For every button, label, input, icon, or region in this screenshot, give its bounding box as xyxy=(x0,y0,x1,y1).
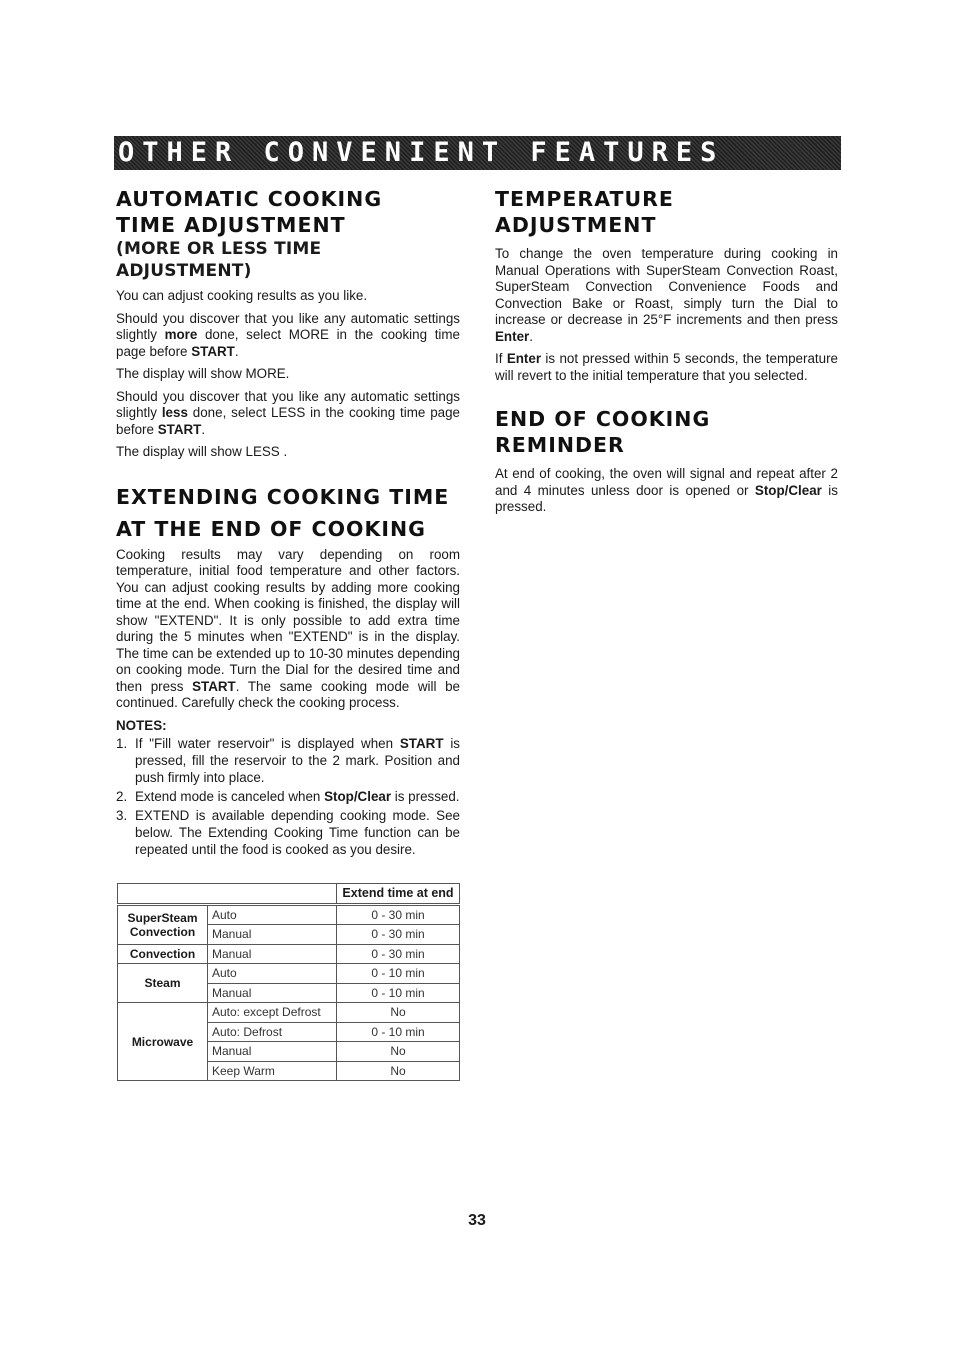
note-item: 3. EXTEND is available depending cooking mode. See below. The Extending Cooking Time function can be repeated until the food is cooked as you desire. xyxy=(116,807,460,857)
page-number: 33 xyxy=(468,1212,486,1229)
temp-adjust-heading xyxy=(495,186,838,238)
table-row xyxy=(118,1003,460,1023)
table-row xyxy=(118,944,460,964)
table-cell-extend: 0 - 30 min xyxy=(337,925,460,945)
auto-adjust-intro: You can adjust cooking results as you like. xyxy=(116,288,368,303)
auto-adjust-more-paragraph: Should you discover that you like any automatic settings slightly more done, select MORE in the cooking time page before START. xyxy=(116,310,460,359)
extend-heading xyxy=(116,481,460,545)
temperature-adjustment xyxy=(495,186,838,384)
table-cell-mode: Manual xyxy=(208,1042,337,1062)
table-cell-category: Convection xyxy=(118,944,208,964)
extend-time-table xyxy=(117,883,460,1081)
right-column xyxy=(495,186,838,522)
table-cell-extend: No xyxy=(337,1003,460,1023)
reminder-paragraph: At end of cooking, the oven will signal and repeat after 2 and 4 minutes unless door is opened or Stop/Clear is pressed. xyxy=(495,466,838,514)
section-banner: OTHER CONVENIENT FEATURES xyxy=(114,136,841,170)
reminder-heading xyxy=(495,406,838,458)
table-cell-mode: Auto xyxy=(208,964,337,984)
table-cell-category: Microwave xyxy=(118,1003,208,1081)
auto-adjust-heading-line1: AUTOMATIC COOKING xyxy=(116,187,383,211)
extending-cooking-time xyxy=(116,481,460,858)
table-cell-mode: Manual xyxy=(208,983,337,1003)
table-cell-extend: 0 - 10 min xyxy=(337,1022,460,1042)
table-cell-mode: Manual xyxy=(208,925,337,945)
left-column xyxy=(116,186,460,860)
table-cell-mode: Auto: except Defrost xyxy=(208,1003,337,1023)
automatic-cooking-time-adjustment xyxy=(116,186,460,461)
extend-body: Cooking results may vary depending on room temperature, initial food temperature and other factors. You can adjust cooking results by adding more cooking time at the end. When cooking is finished, the display will show "EXTEND". It is only possible to add extra time during the 5 minutes when "EXTEND" is in the display. The time can be extended up to 10-30 minutes depending on cooking mode. Turn the Dial for the desired time and then press START. The same cooking mode will be continued. Carefully check the cooking process. xyxy=(116,546,461,710)
table-cell-extend: No xyxy=(337,1061,460,1081)
table-header-row xyxy=(118,884,460,905)
auto-adjust-less-paragraph: Should you discover that you like any automatic settings slightly less done, select LESS in the cooking time page before START. xyxy=(116,388,460,437)
temp-adjust-enter-paragraph: If Enter is not pressed within 5 seconds, the temperature will revert to the initial temperature that you selected. xyxy=(495,351,838,383)
temp-adjust-paragraph: To change the oven temperature during cooking in Manual Operations with SuperSteam Convection Roast, SuperSteam Convection Convenience Foods and Convection Bake or Roast, simply turn the Dial to increase or decrease in 25°F increments and then press Enter. xyxy=(495,246,838,344)
table-cell-extend: No xyxy=(337,1042,460,1062)
auto-adjust-less-display: The display will show LESS . xyxy=(116,444,288,459)
extend-heading-line2: AT THE END OF COOKING xyxy=(116,516,426,541)
table-cell-category: SuperSteam Convection xyxy=(118,904,208,944)
table-row xyxy=(118,904,460,925)
auto-adjust-heading-line2: TIME ADJUSTMENT xyxy=(116,213,346,237)
reminder-heading-line1: END OF COOKING xyxy=(495,407,711,431)
table-header-extend: Extend time at end xyxy=(337,884,460,905)
table-cell-extend: 0 - 30 min xyxy=(337,904,460,925)
table-cell-category: Steam xyxy=(118,964,208,1003)
table-row xyxy=(118,964,460,984)
table-cell-extend: 0 - 30 min xyxy=(337,944,460,964)
table-cell-mode: Manual xyxy=(208,944,337,964)
temp-adjust-heading-line2: ADJUSTMENT xyxy=(495,213,657,237)
temp-adjust-heading-line1: TEMPERATURE xyxy=(495,187,674,211)
table-cell-mode: Auto: Defrost xyxy=(208,1022,337,1042)
auto-adjust-heading xyxy=(116,186,460,238)
notes-title: NOTES: xyxy=(116,717,167,733)
notes-list xyxy=(116,735,460,858)
auto-adjust-more-display: The display will show MORE. xyxy=(116,366,290,381)
extend-heading-line1: EXTENDING COOKING TIME xyxy=(116,484,450,509)
note-item: 2. Extend mode is canceled when Stop/Clear is pressed. xyxy=(116,788,460,804)
table-cell-extend: 0 - 10 min xyxy=(337,983,460,1003)
table-header-blank xyxy=(118,884,337,905)
note-item: 1. If "Fill water reservoir" is displayed when START is pressed, fill the reservoir to the 2 mark. Position and push firmly into place. xyxy=(116,735,460,785)
auto-adjust-subheading: (MORE OR LESS TIME ADJUSTMENT) xyxy=(116,239,322,281)
table-cell-extend: 0 - 10 min xyxy=(337,964,460,984)
table-cell-mode: Keep Warm xyxy=(208,1061,337,1081)
table-cell-mode: Auto xyxy=(208,904,337,925)
end-of-cooking-reminder xyxy=(495,406,838,516)
reminder-heading-line2: REMINDER xyxy=(495,433,625,457)
